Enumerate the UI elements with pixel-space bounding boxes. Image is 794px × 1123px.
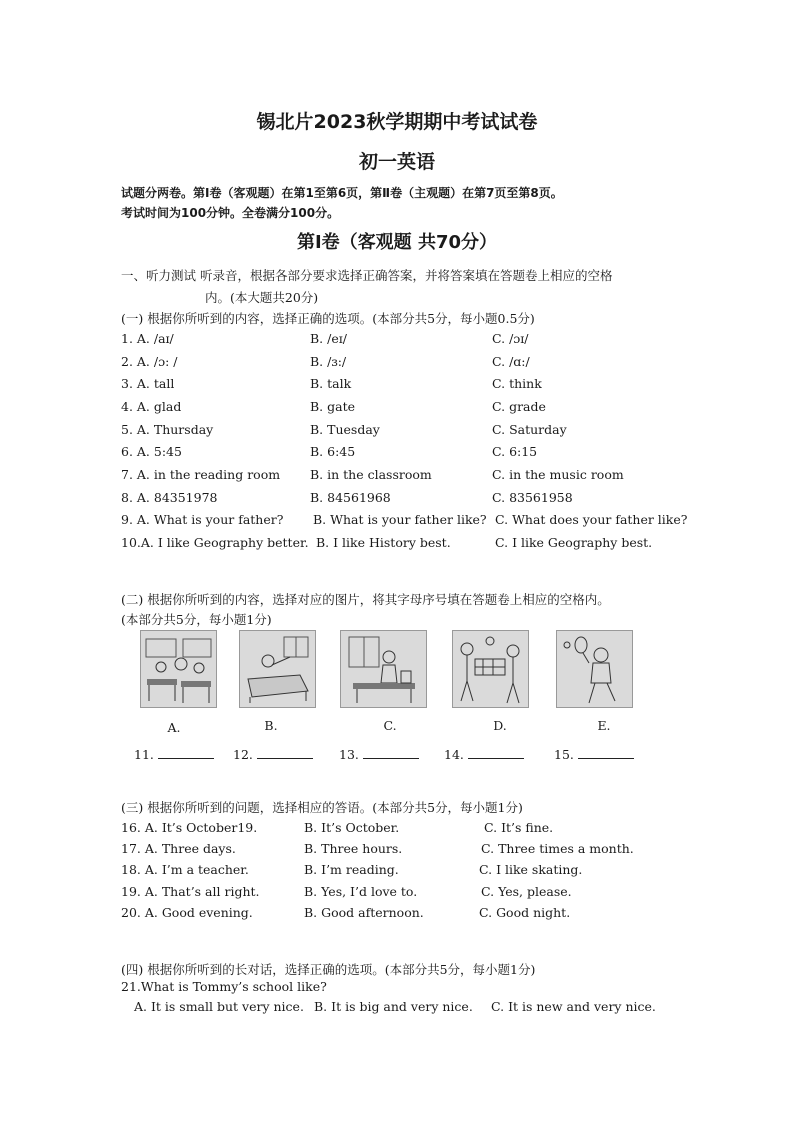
part1-heading-line1: 一、听力测试 听录音，根据各部分要求选择正确答案，并将答案填在答题卷上相应的空格 [121,268,613,283]
q10-option-a: 10.A. I like Geography better. [121,535,309,550]
answer-blank-13[interactable] [339,746,419,762]
q16-option-b: B. It’s October. [304,820,400,835]
q20-option-b: B. Good afternoon. [304,905,424,920]
q10-option-c: C. I like Geography best. [495,535,653,550]
answer-blank-12[interactable] [233,746,313,762]
q18-option-a: 18. A. I’m a teacher. [121,862,249,877]
blank-line[interactable] [257,746,313,759]
q9-option-c: C. What does your father like? [495,512,688,527]
q17-option-c: C. Three times a month. [481,841,634,856]
q3-option-c: C. think [492,376,542,391]
q7-option-b: B. in the classroom [310,467,432,482]
blank-number: 12. [233,747,253,762]
subject-title: 初一英语 [358,151,435,173]
blank-line[interactable] [578,746,634,759]
section-title: 第Ⅰ卷（客观题 共70分） [296,232,497,253]
exam-title: 锡北片2023秋学期期中考试试卷 [256,111,538,133]
q19-option-b: B. Yes, I’d love to. [304,884,418,899]
q1-option-b: B. /eɪ/ [310,331,347,346]
part1-heading-line2: 内。(本大题共20分) [205,290,319,305]
picture-label-a: A. [167,720,181,735]
tennis-picture [556,630,633,708]
q5-option-b: B. Tuesday [310,422,380,437]
q6-option-b: B. 6:45 [310,444,356,459]
q17-option-b: B. Three hours. [304,841,403,856]
q6-option-a: 6. A. 5:45 [121,444,182,459]
q21-option-b: B. It is big and very nice. [314,999,473,1014]
sub4-heading: (四) 根据你所听到的长对话，选择正确的选项。(本部分共5分，每小题1分) [121,962,536,977]
blank-line[interactable] [363,746,419,759]
picture-label-e: E. [597,718,611,733]
q1-option-c: C. /ɔɪ/ [492,331,529,346]
sub1-heading: (一) 根据你所听到的内容，选择正确的选项。(本部分共5分，每小题0.5分) [121,311,535,326]
q2-option-a: 2. A. /ɔ: / [121,354,178,369]
q9-option-b: B. What is your father like? [313,512,487,527]
q20-option-c: C. Good night. [479,905,571,920]
q10-option-b: B. I like History best. [316,535,451,550]
q8-option-a: 8. A. 84351978 [121,490,218,505]
picture-label-d: D. [493,718,507,733]
blank-number: 11. [134,747,154,762]
bedroom-boy-picture [239,630,316,708]
blank-number: 13. [339,747,359,762]
q2-option-c: C. /ɑ:/ [492,354,530,369]
sub3-heading: (三) 根据你所听到的问题，选择相应的答语。(本部分共5分，每小题1分) [121,800,523,815]
q6-option-c: C. 6:15 [492,444,538,459]
q8-option-b: B. 84561968 [310,490,391,505]
q5-option-c: C. Saturday [492,422,567,437]
answer-blank-14[interactable] [444,746,524,762]
q21-question: 21.What is Tommy’s school like? [121,979,327,994]
picture-label-b: B. [264,718,278,733]
q9-option-a: 9. A. What is your father? [121,512,284,527]
blank-line[interactable] [468,746,524,759]
desk-study-picture [340,630,427,708]
blank-line[interactable] [158,746,214,759]
q4-option-c: C. grade [492,399,546,414]
q3-option-a: 3. A. tall [121,376,175,391]
q2-option-b: B. /ɜ:/ [310,354,347,369]
q18-option-b: B. I’m reading. [304,862,399,877]
answer-blank-11[interactable] [134,746,214,762]
blank-number: 15. [554,747,574,762]
q3-option-b: B. talk [310,376,352,391]
q19-option-c: C. Yes, please. [481,884,572,899]
volleyball-picture [452,630,529,708]
q16-option-a: 16. A. It’s October19. [121,820,258,835]
intro-line-1: 试题分两卷。第Ⅰ卷（客观题）在第1至第6页，第Ⅱ卷（主观题）在第7页至第8页。 [121,186,563,200]
q21-option-a: A. It is small but very nice. [134,999,304,1014]
q17-option-a: 17. A. Three days. [121,841,236,856]
intro-line-2: 考试时间为100分钟。全卷满分100分。 [121,206,340,220]
q4-option-b: B. gate [310,399,356,414]
sub2-heading-line1: (二) 根据你所听到的内容，选择对应的图片，将其字母序号填在答题卷上相应的空格内。 [121,592,610,607]
q8-option-c: C. 83561958 [492,490,573,505]
q1-option-a: 1. A. /aɪ/ [121,331,174,346]
q19-option-a: 19. A. That’s all right. [121,884,260,899]
q20-option-a: 20. A. Good evening. [121,905,253,920]
q7-option-a: 7. A. in the reading room [121,467,281,482]
answer-blank-15[interactable] [554,746,634,762]
q18-option-c: C. I like skating. [479,862,583,877]
q4-option-a: 4. A. glad [121,399,182,414]
sub2-heading-line2: (本部分共5分，每小题1分) [121,612,272,627]
q16-option-c: C. It’s fine. [484,820,554,835]
picture-label-c: C. [383,718,397,733]
blank-number: 14. [444,747,464,762]
q7-option-c: C. in the music room [492,467,624,482]
classroom-students-picture [140,630,217,708]
q21-option-c: C. It is new and very nice. [491,999,656,1014]
q5-option-a: 5. A. Thursday [121,422,214,437]
